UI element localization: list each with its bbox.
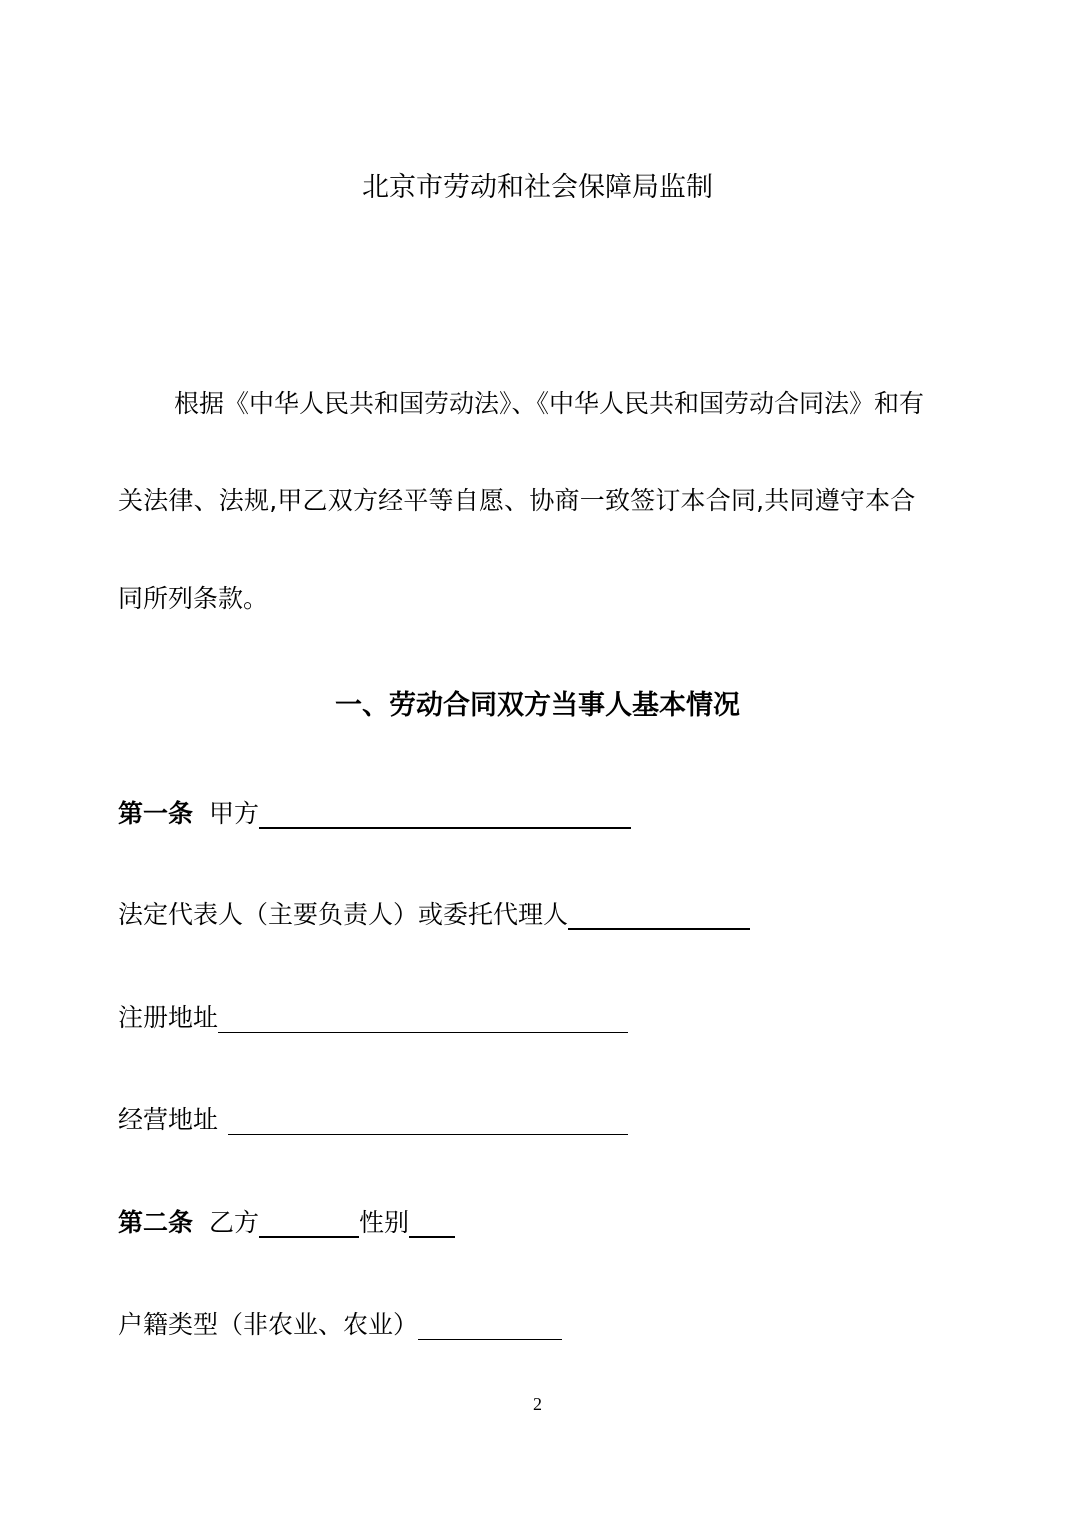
biz-address-label: 经营地址 bbox=[118, 1105, 219, 1134]
section-heading: 一、劳动合同双方当事人基本情况 bbox=[335, 690, 740, 721]
party-a-label: 甲方 bbox=[209, 799, 260, 828]
article-2-label: 第二条 bbox=[118, 1208, 194, 1237]
page-number: 2 bbox=[533, 1394, 542, 1414]
gender-blank[interactable] bbox=[409, 1206, 455, 1238]
household-type-label: 户籍类型（非农业、农业） bbox=[118, 1310, 419, 1339]
intro-paragraph-line-2: 关法律、法规,甲乙双方经平等自愿、协商一致签订本合同,共同遵守本合 bbox=[118, 486, 916, 515]
party-b-blank[interactable] bbox=[259, 1206, 359, 1238]
gender-label: 性别 bbox=[359, 1208, 410, 1237]
intro-paragraph-line-3: 同所列条款。 bbox=[118, 584, 269, 613]
legal-rep-row bbox=[118, 897, 750, 933]
supervisor-line: 北京市劳动和社会保障局监制 bbox=[362, 172, 713, 203]
legal-rep-label: 法定代表人（主要负责人）或委托代理人 bbox=[118, 900, 569, 929]
legal-rep-blank[interactable] bbox=[568, 898, 750, 930]
household-type-blank[interactable] bbox=[418, 1309, 562, 1340]
article-2-party-b-row bbox=[118, 1205, 455, 1241]
party-b-label: 乙方 bbox=[209, 1208, 260, 1237]
biz-address-row bbox=[118, 1102, 628, 1138]
reg-address-blank[interactable] bbox=[218, 1002, 628, 1033]
biz-address-blank[interactable] bbox=[228, 1104, 628, 1135]
intro-paragraph-line-1: 根据《中华人民共和国劳动法》、《中华人民共和国劳动合同法》和有 bbox=[174, 389, 925, 418]
article-1-label: 第一条 bbox=[118, 799, 194, 828]
household-type-row bbox=[118, 1307, 562, 1343]
reg-address-label: 注册地址 bbox=[118, 1003, 219, 1032]
party-a-blank[interactable] bbox=[259, 797, 631, 829]
reg-address-row bbox=[118, 1000, 628, 1036]
article-1-party-a-row bbox=[118, 796, 631, 832]
